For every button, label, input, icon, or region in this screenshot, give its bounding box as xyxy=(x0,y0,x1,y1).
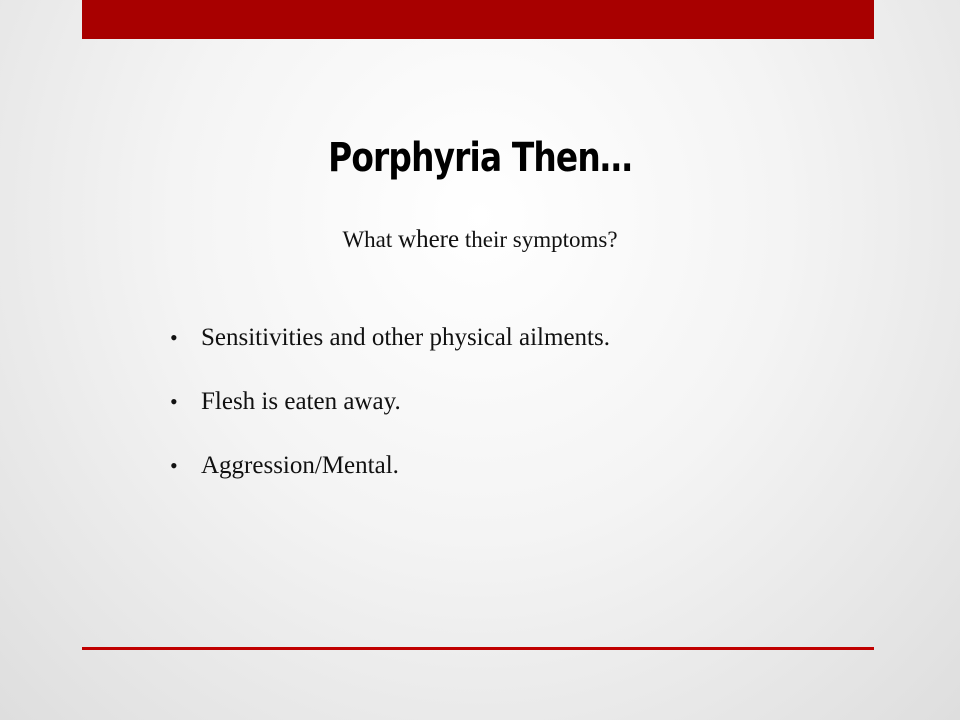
list-item xyxy=(170,320,610,384)
subtitle-part-1: What xyxy=(342,227,399,252)
list-item xyxy=(170,448,610,512)
bullet-icon: • xyxy=(170,453,178,478)
bullet-list xyxy=(170,320,610,512)
subtitle-part-3: their symptoms? xyxy=(459,227,618,252)
bullet-icon: • xyxy=(170,325,178,350)
subtitle-part-2: where xyxy=(398,226,460,253)
slide-subtitle xyxy=(0,222,960,258)
list-item xyxy=(170,384,610,448)
bullet-icon: • xyxy=(170,389,178,414)
bullet-text: Flesh is eaten away. xyxy=(201,388,401,415)
bottom-accent-line xyxy=(82,647,874,650)
bullet-text: Aggression/Mental. xyxy=(201,452,399,479)
bullet-text: Sensitivities and other physical ailments. xyxy=(201,324,610,351)
slide-title: Porphyria Then… xyxy=(328,135,632,181)
top-accent-bar xyxy=(82,0,874,39)
